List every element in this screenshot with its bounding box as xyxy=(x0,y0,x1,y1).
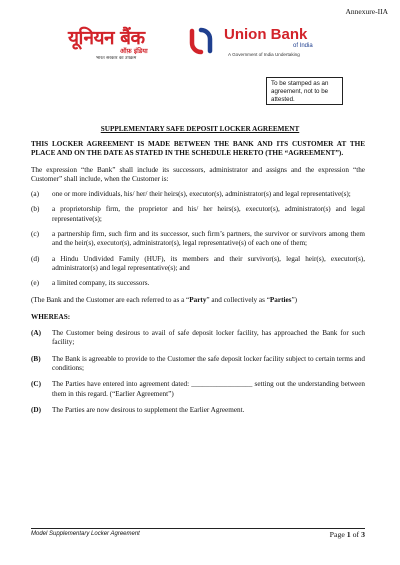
party-text-mid: ” and collectively as “ xyxy=(206,295,270,304)
item-label: (b) xyxy=(31,205,40,214)
logo-hindi-name: यूनियन बैंक xyxy=(68,27,145,49)
customer-type-item xyxy=(31,190,365,199)
whereas-heading: WHEREAS: xyxy=(31,312,71,321)
intro-paragraph: THIS LOCKER AGREEMENT IS MADE BETWEEN THE BANK AND ITS CUSTOMER AT THE PLACE AND ON THE DATE AS STATED IN THE SCHEDULE HERETO (THE “AGREEMENT”). xyxy=(31,140,365,158)
customer-type-item xyxy=(31,205,365,224)
footer-document-name: Model Supplementary Locker Agreement xyxy=(31,531,140,537)
logo-english-tagline: A Government of India Undertaking xyxy=(228,52,300,57)
recital-text: The Bank is agreeable to provide to the Customer the safe deposit locker facility subject to certain terms and conditions; xyxy=(52,354,365,373)
logo-hindi-tagline: भारत सरकार का उपक्रम xyxy=(96,56,137,61)
page-current: 1 xyxy=(346,530,351,539)
item-label: (a) xyxy=(31,190,39,199)
logo-english-name: Union Bank xyxy=(224,26,308,43)
item-text: a Hindu Undivided Family (HUF), its members and their survivor(s), legal heir(s), executor(s), administrator(s) and legal representative(s); and xyxy=(52,254,365,272)
item-label: (e) xyxy=(31,279,39,288)
item-text: a partnership firm, such firm and its successor, such firm’s partners, the survivor or survivors among them and the heir(s), executor(s), administrator(s), legal representative(s) of each one of them; xyxy=(52,230,365,248)
recital-text: The Parties are now desirous to supplement the Earlier Agreement. xyxy=(52,405,245,414)
item-text: one or more individuals, his/ her/ their heirs(s), executor(s), administrator(s) and legal representative(s); xyxy=(52,190,351,199)
document-title: SUPPLEMENTARY SAFE DEPOSIT LOCKER AGREEMENT xyxy=(100,125,300,133)
customer-type-item xyxy=(31,279,365,288)
bank-logo xyxy=(68,22,340,66)
party-text-pre: (The Bank and the Customer are each referred to as a “ xyxy=(31,295,190,304)
recital-item xyxy=(31,329,365,348)
parties-term: Parties xyxy=(269,295,292,304)
recital-text: The Customer being desirous to avail of safe deposit locker facility, has approached the Bank for such facility; xyxy=(52,329,365,347)
recital-item xyxy=(31,406,365,415)
item-label: (c) xyxy=(31,230,39,239)
recital-label: (B) xyxy=(31,354,41,363)
recital-label: (A) xyxy=(31,329,41,338)
recital-text: The Parties have entered into agreement dated: _________________ setting out the understanding between them in this regard. (“Earlier Agreement”) xyxy=(52,380,365,398)
logo-hindi-subtitle: ऑफ़ इंडिया xyxy=(120,47,148,55)
page-of: of xyxy=(352,530,360,539)
footer-divider xyxy=(31,528,365,529)
page-number xyxy=(330,530,365,539)
annexure-label: Annexure-IIA xyxy=(345,7,388,16)
item-text: a limited company, its successors. xyxy=(52,279,150,288)
stamp-note-box: To be stamped as an agreement, not to be attested. xyxy=(266,77,343,105)
customer-type-item xyxy=(31,255,365,274)
expression-paragraph: The expression “the Bank” shall include its successors, administrator and assigns and the expression “the Customer” shall include, when the Customer is: xyxy=(31,165,365,183)
recital-label: (D) xyxy=(31,405,41,414)
item-text: a proprietorship firm, the proprietor and his/ her heirs(s), executor(s), administrator(s) and legal representative(s); xyxy=(52,205,365,223)
union-bank-emblem-icon xyxy=(186,26,216,56)
party-definition xyxy=(31,296,365,305)
page-word: Page xyxy=(329,530,345,539)
party-term: Party xyxy=(189,295,207,304)
recital-item xyxy=(31,355,365,374)
recital-label: (C) xyxy=(31,380,41,389)
recital-item xyxy=(31,380,365,399)
party-text-post: ”) xyxy=(291,295,298,304)
customer-type-item xyxy=(31,230,365,249)
page-total: 3 xyxy=(361,530,365,539)
item-label: (d) xyxy=(31,254,40,263)
logo-english-subtitle: of India xyxy=(293,43,313,49)
agreement-body xyxy=(31,140,365,415)
